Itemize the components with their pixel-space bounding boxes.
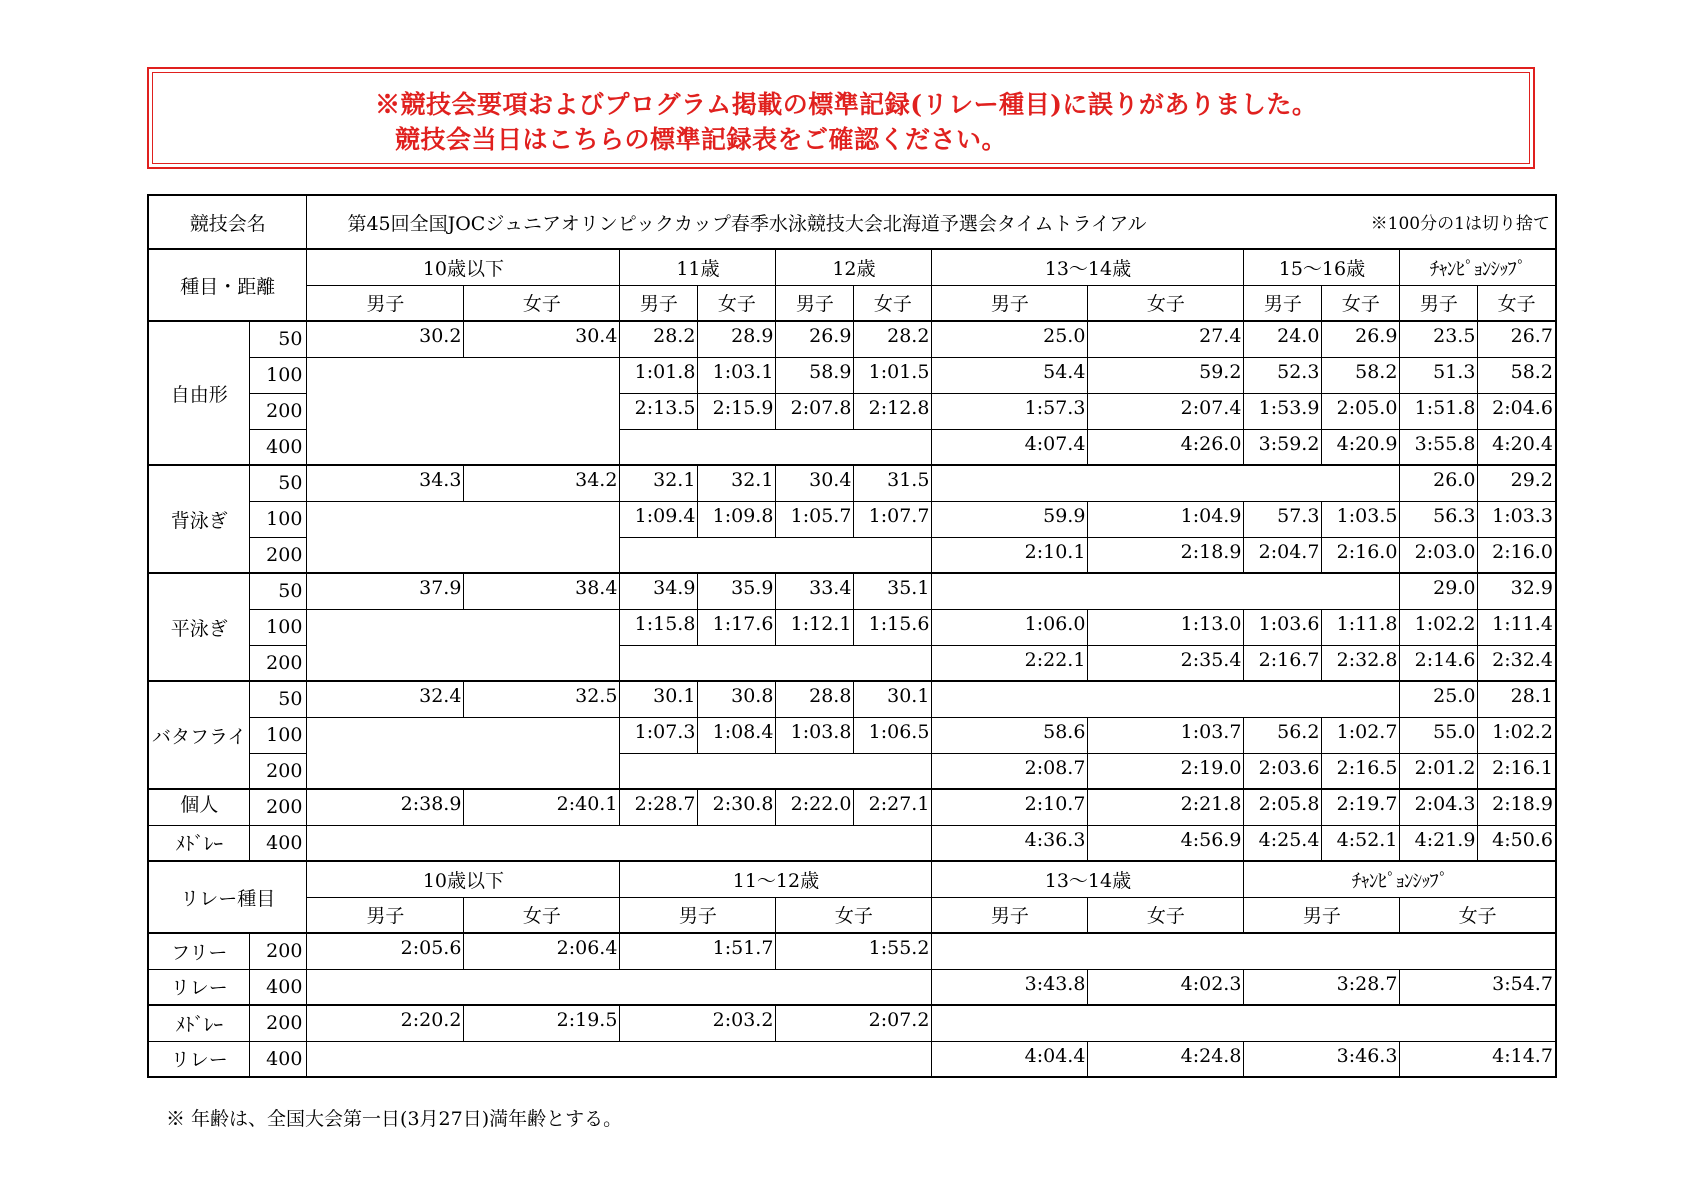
record-cell: 2:32.4 (1478, 645, 1556, 681)
gender-male: 男子 (776, 285, 854, 321)
record-cell: 1:15.8 (620, 609, 698, 645)
relay-age-11-12: 11～12歳 (620, 861, 932, 897)
record-cell: 1:17.6 (698, 609, 776, 645)
stroke-breaststroke: 平泳ぎ (148, 573, 250, 681)
meet-name-cell (307, 195, 1556, 249)
record-cell: 28.2 (620, 321, 698, 357)
freestyle-100-row (148, 357, 1556, 393)
distance: 400 (250, 1041, 307, 1077)
record-cell: 2:04.7 (1244, 537, 1322, 573)
correction-notice-line2: 競技会当日はこちらの標準記録表をご確認ください。 (395, 125, 1008, 154)
medley-relay-400-row (148, 1041, 1556, 1077)
record-cell: 2:19.5 (464, 1005, 620, 1041)
record-cell: 1:03.8 (776, 717, 854, 753)
record-cell: 29.2 (1478, 465, 1556, 501)
empty-cell (307, 717, 620, 789)
empty-cell (307, 969, 932, 1005)
gender-female: 女子 (854, 285, 932, 321)
record-cell: 1:04.9 (1088, 501, 1244, 537)
record-cell: 1:01.8 (620, 357, 698, 393)
meet-label: 競技会名 (148, 195, 307, 249)
record-cell: 32.9 (1478, 573, 1556, 609)
butterfly-100-row (148, 717, 1556, 753)
record-cell: 2:32.8 (1322, 645, 1400, 681)
record-cell: 28.9 (698, 321, 776, 357)
record-cell: 55.0 (1400, 717, 1478, 753)
record-cell: 1:07.3 (620, 717, 698, 753)
empty-cell (307, 357, 620, 465)
gender-male: 男子 (1244, 897, 1400, 933)
gender-male: 男子 (620, 897, 776, 933)
empty-cell (620, 645, 932, 681)
record-cell: 2:21.8 (1088, 789, 1244, 825)
free-relay-200-row (148, 933, 1556, 969)
relay-age-13-14: 13～14歳 (932, 861, 1244, 897)
record-cell: 1:51.8 (1400, 393, 1478, 429)
gender-female: 女子 (698, 285, 776, 321)
breaststroke-50-row (148, 573, 1556, 609)
record-cell: 4:52.1 (1322, 825, 1400, 861)
empty-cell (307, 609, 620, 681)
backstroke-50-row (148, 465, 1556, 501)
empty-cell (620, 537, 932, 573)
record-cell: 2:05.8 (1244, 789, 1322, 825)
record-cell: 4:20.4 (1478, 429, 1556, 465)
gender-male: 男子 (932, 897, 1088, 933)
stroke-butterfly: バタフライ (148, 681, 250, 789)
record-cell: 59.2 (1088, 357, 1244, 393)
record-cell: 37.9 (307, 573, 464, 609)
record-cell: 56.2 (1244, 717, 1322, 753)
record-cell: 3:54.7 (1400, 969, 1556, 1005)
gender-female: 女子 (464, 285, 620, 321)
record-cell: 1:03.6 (1244, 609, 1322, 645)
record-cell: 25.0 (1400, 681, 1478, 717)
stroke-backstroke: 背泳ぎ (148, 465, 250, 573)
distance: 100 (250, 609, 307, 645)
distance: 50 (250, 573, 307, 609)
distance: 200 (250, 933, 307, 969)
record-cell: 29.0 (1400, 573, 1478, 609)
relay-age-championship: ﾁｬﾝﾋﾟｮﾝｼｯﾌﾟ (1244, 861, 1556, 897)
relay-label: リレー種目 (148, 861, 307, 933)
record-cell: 1:01.5 (854, 357, 932, 393)
distance: 50 (250, 321, 307, 357)
record-cell: 34.9 (620, 573, 698, 609)
empty-cell (932, 573, 1400, 609)
age-group-u10: 10歳以下 (307, 249, 620, 285)
im-200-row (148, 789, 1556, 825)
correction-notice-line1: ※競技会要項およびプログラム掲載の標準記録(リレー種目)に誤りがありました。 (375, 90, 1318, 119)
record-cell: 30.4 (464, 321, 620, 357)
record-cell: 2:16.1 (1478, 753, 1556, 789)
gender-female: 女子 (776, 897, 932, 933)
record-cell: 30.4 (776, 465, 854, 501)
record-cell: 30.2 (307, 321, 464, 357)
record-cell: 51.3 (1400, 357, 1478, 393)
record-cell: 1:07.7 (854, 501, 932, 537)
record-cell: 30.1 (854, 681, 932, 717)
record-cell: 28.2 (854, 321, 932, 357)
relay-free-line2: リレー (148, 969, 250, 1005)
gender-female: 女子 (1088, 285, 1244, 321)
record-cell: 2:15.9 (698, 393, 776, 429)
record-cell: 1:09.8 (698, 501, 776, 537)
record-cell: 2:07.4 (1088, 393, 1244, 429)
record-cell: 34.3 (307, 465, 464, 501)
record-cell: 1:11.8 (1322, 609, 1400, 645)
age-group-championship: ﾁｬﾝﾋﾟｮﾝｼｯﾌﾟ (1400, 249, 1556, 285)
record-cell: 3:59.2 (1244, 429, 1322, 465)
backstroke-100-row (148, 501, 1556, 537)
record-cell: 35.1 (854, 573, 932, 609)
record-cell: 1:53.9 (1244, 393, 1322, 429)
record-cell: 33.4 (776, 573, 854, 609)
record-cell: 32.1 (620, 465, 698, 501)
record-cell: 2:13.5 (620, 393, 698, 429)
record-cell: 1:03.1 (698, 357, 776, 393)
record-cell: 1:51.7 (620, 933, 776, 969)
record-cell: 1:08.4 (698, 717, 776, 753)
distance: 200 (250, 537, 307, 573)
record-cell: 26.7 (1478, 321, 1556, 357)
gender-female: 女子 (464, 897, 620, 933)
record-cell: 2:07.2 (776, 1005, 932, 1041)
record-cell: 2:28.7 (620, 789, 698, 825)
relay-age-u10: 10歳以下 (307, 861, 620, 897)
empty-cell (620, 753, 932, 789)
record-cell: 2:08.7 (932, 753, 1088, 789)
correction-notice-box (147, 67, 1535, 169)
record-cell: 58.2 (1322, 357, 1400, 393)
record-cell: 31.5 (854, 465, 932, 501)
record-cell: 58.9 (776, 357, 854, 393)
record-cell: 2:03.0 (1400, 537, 1478, 573)
empty-cell (932, 1005, 1556, 1041)
gender-header-row (148, 285, 1556, 321)
record-cell: 34.2 (464, 465, 620, 501)
record-cell: 2:22.0 (776, 789, 854, 825)
im-400-row (148, 825, 1556, 861)
record-cell: 1:03.5 (1322, 501, 1400, 537)
distance: 50 (250, 681, 307, 717)
distance: 50 (250, 465, 307, 501)
rounding-note: ※100分の1は切り捨て (1370, 213, 1550, 234)
age-group-15-16: 15～16歳 (1244, 249, 1400, 285)
record-cell: 52.3 (1244, 357, 1322, 393)
empty-cell (932, 465, 1400, 501)
record-cell: 1:05.7 (776, 501, 854, 537)
gender-female: 女子 (1478, 285, 1556, 321)
record-cell: 2:03.2 (620, 1005, 776, 1041)
empty-cell (932, 933, 1556, 969)
record-cell: 2:01.2 (1400, 753, 1478, 789)
distance: 100 (250, 717, 307, 753)
record-cell: 2:04.6 (1478, 393, 1556, 429)
record-cell: 1:03.7 (1088, 717, 1244, 753)
gender-female: 女子 (1088, 897, 1244, 933)
record-cell: 2:06.4 (464, 933, 620, 969)
record-cell: 2:10.7 (932, 789, 1088, 825)
record-cell: 26.9 (776, 321, 854, 357)
record-cell: 4:20.9 (1322, 429, 1400, 465)
record-cell: 58.6 (932, 717, 1088, 753)
stroke-im-line2: ﾒﾄﾞﾚｰ (148, 825, 250, 861)
distance: 100 (250, 357, 307, 393)
record-cell: 2:16.0 (1322, 537, 1400, 573)
empty-cell (307, 1041, 932, 1077)
record-cell: 3:43.8 (932, 969, 1088, 1005)
record-cell: 1:02.2 (1400, 609, 1478, 645)
record-cell: 56.3 (1400, 501, 1478, 537)
record-cell: 2:04.3 (1400, 789, 1478, 825)
gender-male: 男子 (620, 285, 698, 321)
standard-records-table (147, 194, 1557, 1078)
record-cell: 2:16.5 (1322, 753, 1400, 789)
record-cell: 2:14.6 (1400, 645, 1478, 681)
relay-free-line1: フリー (148, 933, 250, 969)
record-cell: 35.9 (698, 573, 776, 609)
record-cell: 30.1 (620, 681, 698, 717)
record-cell: 26.9 (1322, 321, 1400, 357)
gender-male: 男子 (1244, 285, 1322, 321)
relay-age-header-row (148, 861, 1556, 897)
record-cell: 32.1 (698, 465, 776, 501)
record-cell: 28.1 (1478, 681, 1556, 717)
record-cell: 26.0 (1400, 465, 1478, 501)
distance: 200 (250, 753, 307, 789)
meet-name: 第45回全国JOCジュニアオリンピックカップ春季水泳競技大会北海道予選会タイムトライアル (347, 212, 1147, 235)
record-cell: 4:24.8 (1088, 1041, 1244, 1077)
record-cell: 28.8 (776, 681, 854, 717)
empty-cell (620, 429, 932, 465)
gender-male: 男子 (932, 285, 1088, 321)
record-cell: 4:25.4 (1244, 825, 1322, 861)
record-cell: 2:07.8 (776, 393, 854, 429)
record-cell: 32.4 (307, 681, 464, 717)
distance: 100 (250, 501, 307, 537)
age-group-header-row (148, 249, 1556, 285)
record-cell: 1:15.6 (854, 609, 932, 645)
record-cell: 25.0 (932, 321, 1088, 357)
stroke-freestyle: 自由形 (148, 321, 250, 465)
record-cell: 4:07.4 (932, 429, 1088, 465)
record-cell: 2:16.7 (1244, 645, 1322, 681)
empty-cell (932, 681, 1400, 717)
record-cell: 59.9 (932, 501, 1088, 537)
record-cell: 2:35.4 (1088, 645, 1244, 681)
record-cell: 2:40.1 (464, 789, 620, 825)
record-cell: 2:30.8 (698, 789, 776, 825)
record-cell: 2:18.9 (1478, 789, 1556, 825)
record-cell: 32.5 (464, 681, 620, 717)
record-cell: 30.8 (698, 681, 776, 717)
record-cell: 4:02.3 (1088, 969, 1244, 1005)
record-cell: 3:55.8 (1400, 429, 1478, 465)
record-cell: 54.4 (932, 357, 1088, 393)
record-cell: 2:12.8 (854, 393, 932, 429)
gender-male: 男子 (307, 285, 464, 321)
record-cell: 2:05.0 (1322, 393, 1400, 429)
record-cell: 2:18.9 (1088, 537, 1244, 573)
distance: 200 (250, 645, 307, 681)
record-cell: 1:13.0 (1088, 609, 1244, 645)
record-cell: 4:36.3 (932, 825, 1088, 861)
gender-male: 男子 (307, 897, 464, 933)
record-cell: 2:03.6 (1244, 753, 1322, 789)
gender-female: 女子 (1400, 897, 1556, 933)
record-cell: 1:02.7 (1322, 717, 1400, 753)
empty-cell (307, 501, 620, 573)
record-cell: 3:46.3 (1244, 1041, 1400, 1077)
distance: 200 (250, 789, 307, 825)
record-cell: 57.3 (1244, 501, 1322, 537)
record-cell: 2:22.1 (932, 645, 1088, 681)
record-cell: 1:57.3 (932, 393, 1088, 429)
record-cell: 23.5 (1400, 321, 1478, 357)
record-cell: 27.4 (1088, 321, 1244, 357)
relay-medley-line2: リレー (148, 1041, 250, 1077)
record-cell: 2:19.7 (1322, 789, 1400, 825)
age-group-13-14: 13～14歳 (932, 249, 1244, 285)
record-cell: 1:55.2 (776, 933, 932, 969)
freestyle-50-row (148, 321, 1556, 357)
record-cell: 4:04.4 (932, 1041, 1088, 1077)
record-cell: 2:10.1 (932, 537, 1088, 573)
distance: 200 (250, 1005, 307, 1041)
butterfly-50-row (148, 681, 1556, 717)
record-cell: 2:16.0 (1478, 537, 1556, 573)
record-cell: 4:26.0 (1088, 429, 1244, 465)
age-group-11: 11歳 (620, 249, 776, 285)
record-cell: 38.4 (464, 573, 620, 609)
record-cell: 1:12.1 (776, 609, 854, 645)
medley-relay-200-row (148, 1005, 1556, 1041)
record-cell: 1:03.3 (1478, 501, 1556, 537)
free-relay-400-row (148, 969, 1556, 1005)
gender-female: 女子 (1322, 285, 1400, 321)
record-cell: 3:28.7 (1244, 969, 1400, 1005)
record-cell: 2:27.1 (854, 789, 932, 825)
stroke-im-line1: 個人 (148, 789, 250, 825)
record-cell: 1:06.0 (932, 609, 1088, 645)
record-cell: 2:20.2 (307, 1005, 464, 1041)
record-cell: 4:21.9 (1400, 825, 1478, 861)
age-footnote: ※ 年齢は、全国大会第一日(3月27日)満年齢とする。 (166, 1108, 623, 1130)
record-cell: 1:11.4 (1478, 609, 1556, 645)
record-cell: 1:09.4 (620, 501, 698, 537)
relay-medley-line1: ﾒﾄﾞﾚｰ (148, 1005, 250, 1041)
gender-male: 男子 (1400, 285, 1478, 321)
event-distance-label: 種目・距離 (148, 249, 307, 321)
breaststroke-100-row (148, 609, 1556, 645)
relay-gender-header-row (148, 897, 1556, 933)
record-cell: 1:02.2 (1478, 717, 1556, 753)
record-cell: 24.0 (1244, 321, 1322, 357)
record-cell: 4:14.7 (1400, 1041, 1556, 1077)
distance: 400 (250, 429, 307, 465)
empty-cell (307, 825, 932, 861)
record-cell: 1:06.5 (854, 717, 932, 753)
age-group-12: 12歳 (776, 249, 932, 285)
distance: 200 (250, 393, 307, 429)
meet-name-row (148, 195, 1556, 249)
distance: 400 (250, 825, 307, 861)
record-cell: 4:56.9 (1088, 825, 1244, 861)
record-cell: 2:19.0 (1088, 753, 1244, 789)
distance: 400 (250, 969, 307, 1005)
record-cell: 2:38.9 (307, 789, 464, 825)
record-cell: 58.2 (1478, 357, 1556, 393)
record-cell: 2:05.6 (307, 933, 464, 969)
record-cell: 4:50.6 (1478, 825, 1556, 861)
